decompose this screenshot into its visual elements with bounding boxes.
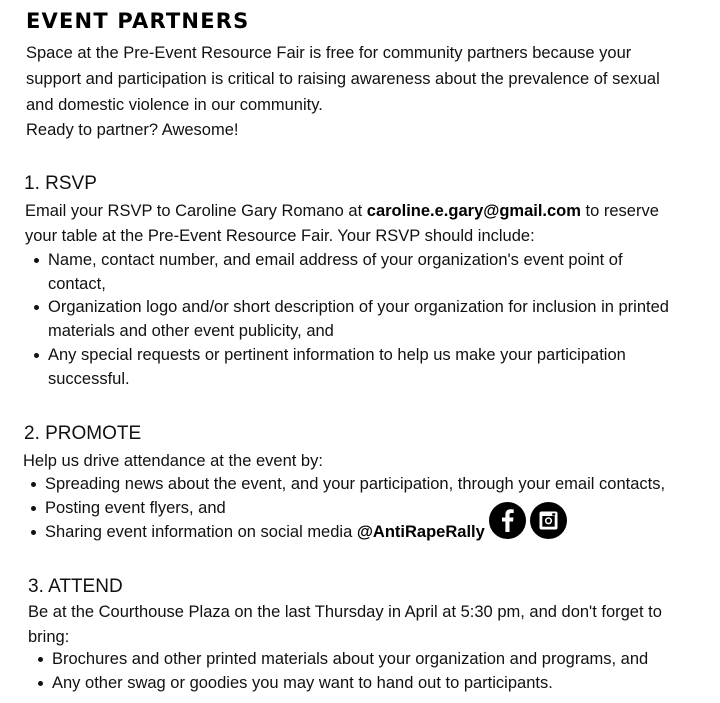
email-link[interactable]: caroline.e.gary@gmail.com (366, 202, 581, 220)
rsvp-bullet: Organization logo and/or short description of your organization for inclusion in printed (48, 298, 669, 316)
attend-bullet: Brochures and other printed materials about your organization and programs, and (52, 650, 649, 668)
bullet-icon (38, 657, 43, 662)
promote-bullet-text: Sharing event information on social media (45, 523, 357, 541)
bullet-icon (31, 482, 36, 487)
rsvp-bullet-cont: successful. (48, 370, 130, 388)
intro-line: support and participation is critical to raising awareness about the prevalence of sexual (26, 70, 660, 88)
bullet-icon (31, 530, 36, 535)
rsvp-line (25, 201, 659, 221)
page-title: EVENT PARTNERS (26, 9, 250, 33)
rsvp-bullet-cont: contact, (48, 275, 106, 293)
social-handle[interactable]: @AntiRapeRally (356, 523, 485, 541)
bullet-icon (31, 506, 36, 511)
rsvp-bullet: Any special requests or pertinent information to help us make your participation (48, 346, 626, 364)
intro-line: Ready to partner? Awesome! (26, 121, 239, 139)
promote-bullet: Spreading news about the event, and your participation, through your email contacts, (45, 475, 666, 493)
bullet-icon (34, 258, 39, 263)
promote-bullet (45, 522, 485, 542)
bullet-icon (38, 681, 43, 686)
rsvp-bullet-cont: materials and other event publicity, and (48, 322, 334, 340)
section-heading-promote: 2. PROMOTE (24, 423, 142, 444)
rsvp-text: to reserve (580, 202, 659, 220)
facebook-icon[interactable] (489, 502, 526, 539)
rsvp-text: Email your RSVP to Caroline Gary Romano at (25, 202, 367, 220)
intro-line: Space at the Pre-Event Resource Fair is free for community partners because your (26, 44, 632, 62)
rsvp-line: your table at the Pre-Event Resource Fair. Your RSVP should include: (25, 227, 535, 245)
instagram-icon[interactable] (530, 502, 567, 539)
section-heading-rsvp: 1. RSVP (24, 173, 97, 194)
bullet-icon (34, 353, 39, 358)
promote-bullet: Posting event flyers, and (45, 499, 226, 517)
attend-bullet: Any other swag or goodies you may want to hand out to participants. (52, 674, 553, 692)
rsvp-bullet: Name, contact number, and email address of your organization's event point of (48, 251, 623, 269)
attend-line: Be at the Courthouse Plaza on the last Thursday in April at 5:30 pm, and don't forget to (28, 603, 662, 621)
bullet-icon (34, 305, 39, 310)
section-heading-attend: 3. ATTEND (28, 576, 123, 597)
attend-line: bring: (28, 628, 70, 646)
promote-intro: Help us drive attendance at the event by: (23, 452, 323, 470)
intro-line: and domestic violence in our community. (26, 96, 323, 114)
